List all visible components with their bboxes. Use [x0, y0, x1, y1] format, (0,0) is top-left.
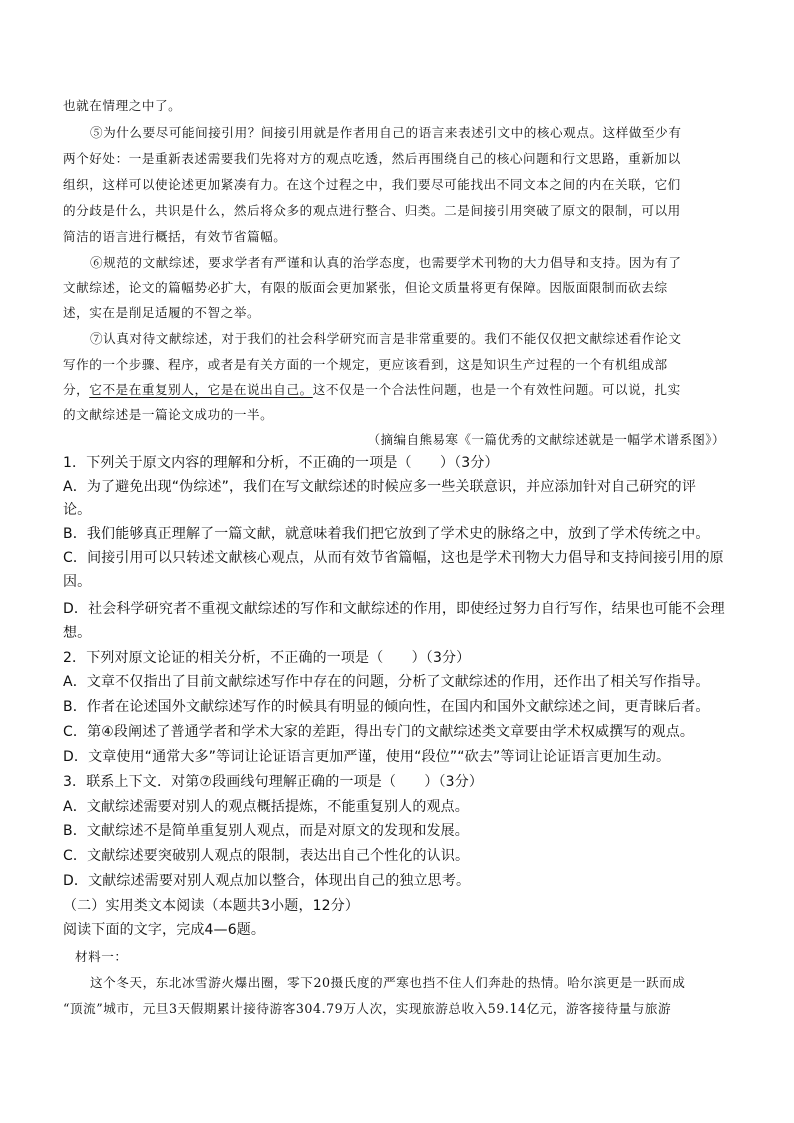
question-line: 2．下列对原文论证的相关分析，不正确的一项是（ ）（3分） — [63, 650, 471, 666]
option-line: B．我们能够真正理解了一篇文献，就意味着我们把它放到了学术史的脉络之中，放到了学术传统之中。 — [63, 526, 710, 542]
option-line: D．文献综述需要对别人观点加以整合，体现出自己的独立思考。 — [63, 873, 471, 889]
option-line: A．文献综述需要对别人的观点概括提炼，不能重复别人的观点。 — [63, 799, 469, 815]
option-line: 论。 — [63, 502, 92, 518]
article-line: 两个好处：一是重新表述需要我们先将对方的观点吃透，然后再围绕自己的核心问题和行文思路，重新加以 — [63, 151, 681, 166]
question-line: 3．联系上下文．对第⑦段画线句理解正确的一项是（ ）（3分） — [63, 774, 484, 790]
option-line: A．为了避免出现“伪综述”，我们在写文献综述的时候应多一些关联意识，并应添加针对自己研究的评 — [63, 479, 696, 495]
section-heading: （二）实用类文本阅读（本题共3小题，12分） — [63, 898, 360, 914]
article-line: ⑦认真对待文献综述，对于我们的社会科学研究而言是非常重要的。我们不能仅仅把文献综述看作论文 — [90, 331, 682, 346]
article-line: ⑥规范的文献综述，要求学者有严谨和认真的治学态度，也需要学术刊物的大力倡导和支持。因为有了 — [90, 255, 682, 270]
article-line: 简洁的语言进行概括，有效节省篇幅。 — [63, 229, 287, 244]
line-prefix: 分， — [63, 382, 90, 397]
article-line — [63, 379, 733, 398]
article-line: 文献综述，论文的篇幅势必扩大，有限的版面会更加紧张，但论文质量将更有保障。因版面限制而砍去综 — [63, 280, 668, 295]
article-line: ⑤为什么要尽可能间接引用？间接引用就是作者用自己的语言来表述引文中的核心观点。这样做至少有 — [90, 125, 682, 140]
article-line: 述，实在是削足适履的不智之举。 — [63, 305, 261, 320]
article-line: 的文献综述是一篇论文成功的一半。 — [63, 407, 274, 422]
article-line: 也就在情理之中了。 — [63, 98, 182, 113]
material-label: 材料一： — [75, 949, 128, 964]
question-line: 1．下列关于原文内容的理解和分析，不正确的一项是（ ）（3分） — [63, 455, 499, 471]
material-line: 这个冬天，东北冰雪游火爆出圈，零下20摄氏度的严寒也挡不住人们奔赴的热情。哈尔滨更是一跃而成 — [90, 975, 686, 990]
article-line: 的分歧是什么，共识是什么，然后将众多的观点进行整合、归类。二是间接引用突破了原文的限制，可以用 — [63, 203, 681, 218]
article-line: 写作的一个步骤、程序，或者是有关方面的一个规定，更应该看到，这是知识生产过程的一个有机组成部 — [63, 357, 668, 372]
option-line: D．社会科学研究者不重视文献综述的写作和文献综述的作用，即使经过努力自行写作，结果也可能不会理 — [63, 601, 725, 617]
option-line: C．文献综述要突破别人观点的限制，表达出自己个性化的认识。 — [63, 848, 470, 864]
option-line: 因。 — [63, 574, 92, 590]
option-line: A．文章不仅指出了目前文献综述写作中存在的问题，分析了文献综述的作用，还作出了相关写作指导。 — [63, 674, 710, 690]
article-line: 组织，这样可以使论述更加紧凑有力。在这个过程之中，我们要尽可能找出不同文本之间的内在关联，它们 — [63, 177, 681, 192]
source-citation: （摘编自熊易寒《一篇优秀的文献综述就是一幅学术谱系图》） — [367, 432, 725, 447]
option-line: B．文献综述不是简单重复别人观点，而是对原文的发现和发展。 — [63, 823, 469, 839]
option-line: C．第④段阐述了普通学者和学术大家的差距，得出专门的文献综述类文章要由学术权威撰写的观点。 — [63, 724, 695, 740]
option-line: 想。 — [63, 625, 92, 641]
instruction-line: 阅读下面的文字，完成4—6题。 — [63, 922, 266, 938]
material-line: “顶流”城市，元旦3天假期累计接待游客304.79万人次，实现旅游总收入59.14亿元，游客接待量与旅游 — [63, 1001, 672, 1016]
option-line: B．作者在论述国外文献综述写作的时候具有明显的倾向性，在国内和国外文献综述之间，更青睐后者。 — [63, 699, 710, 715]
option-line: D．文章使用“通常大多”等词让论证语言更加严谨，使用“段位”“砍去”等词让论证语言更加生动。 — [63, 749, 671, 765]
line-suffix: 这不仅是一个合法性问题，也是一个有效性问题。可以说，扎实 — [312, 382, 681, 397]
option-line: C．间接引用可以只转述文献核心观点，从而有效节省篇幅，这也是学术刊物大力倡导和支持间接引用的原 — [63, 550, 724, 566]
underlined-sentence: 它不是在重复别人，它是在说出自己。 — [89, 382, 313, 397]
